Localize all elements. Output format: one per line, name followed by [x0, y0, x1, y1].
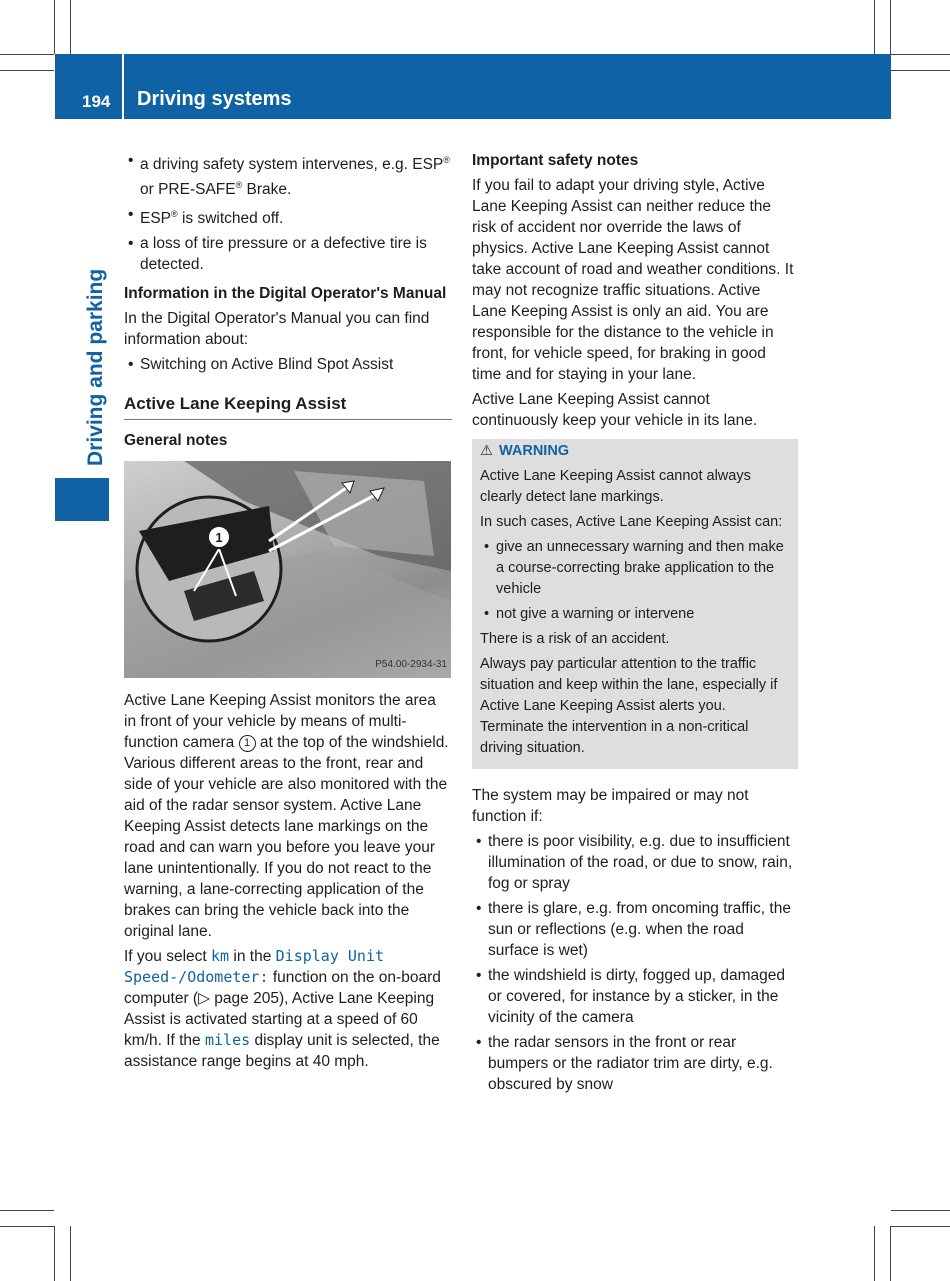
crop-mark [0, 70, 54, 71]
list-item: • there is poor visibility, e.g. due to insufficient illumination of the road, or due to snow, rain, fog or spray [472, 831, 798, 894]
crop-mark [0, 54, 54, 55]
crop-mark [891, 1210, 950, 1211]
side-tab-marker [55, 478, 109, 521]
list-item: • a loss of tire pressure or a defective tire is detected. [124, 233, 452, 275]
section-heading: Active Lane Keeping Assist [124, 393, 452, 420]
section-title: Driving systems [137, 88, 292, 110]
digital-manual-heading: Information in the Digital Operator's Manual [124, 285, 447, 303]
crop-mark [54, 0, 55, 54]
safety-paragraph: If you fail to adapt your driving style, Active Lane Keeping Assist can neither reduce the risk of accident nor override the laws of physics. Active Lane Keeping Assist cannot take account of road and weather conditions. It may not recognize traffic situations. Active Lane Keeping Assist is only an aid. You are responsible for the distance to the vehicle in front, for vehicle speed, for braking in good time and for staying in your lane. [472, 177, 794, 383]
text-span: in the [233, 948, 272, 966]
crop-mark [874, 0, 875, 54]
camera-paragraph [124, 690, 452, 942]
crop-mark [891, 54, 950, 55]
list-item: • not give a warning or intervene [480, 604, 790, 625]
intro-bullet-list [124, 150, 452, 275]
right-column [472, 150, 798, 1099]
warning-triangle-icon: ⚠ [480, 443, 493, 459]
impaired-intro: The system may be impaired or may not function if: [472, 787, 749, 825]
text-span: display unit is selected, the assistance range begins at 40 mph. [124, 1032, 440, 1071]
list-item: • a driving safety system intervenes, e.g. ESP® or PRE-SAFE® Brake. [124, 150, 452, 200]
crop-mark [0, 1210, 54, 1211]
km-setting: km [211, 947, 230, 966]
camera-figure [124, 461, 451, 678]
list-item: • there is glare, e.g. from oncoming traffic, the sun or reflections (e.g. when the road surface is wet) [472, 898, 798, 961]
general-notes-heading: General notes [124, 432, 228, 450]
side-tab-label: Driving and parking [84, 268, 107, 466]
safety-paragraph: Active Lane Keeping Assist cannot continuously keep your vehicle in its lane. [472, 391, 758, 429]
activation-paragraph [124, 946, 452, 1072]
miles-setting: miles [204, 1031, 251, 1050]
page-number: 194 [82, 92, 111, 111]
list-item: • the windshield is dirty, fogged up, damaged or covered, for instance by a sticker, in the vicinity of the camera [472, 965, 798, 1028]
display-unit-menu: Display Unit Speed-/Odometer: [124, 947, 385, 987]
digital-manual-list [124, 354, 452, 375]
warning-text: In such cases, Active Lane Keeping Assist can: [480, 514, 783, 530]
text-span: at the top of the windshield. Various different areas to the front, rear and side of your vehicle are also monitored with the aid of the radar sensor system. Active Lane Keeping Assist detects lane markings on the road and can warn you before you leave your lane unintentionally. If you do not react to the warning, a lane-correcting application of the brakes can bring the vehicle back into the original lane. [124, 734, 449, 941]
figure-label: P54.00-2934-31 [375, 659, 447, 671]
digital-manual-text: In the Digital Operator's Manual you can find information about: [124, 310, 430, 349]
crop-mark [891, 1226, 950, 1227]
crop-mark [890, 1226, 891, 1281]
warning-title [480, 441, 790, 462]
text-span: function on the on-board computer (▷ page 205), Active Lane Keeping Assist is activated starting at a speed of 60 km/h. If the [124, 969, 441, 1050]
windshield-camera-illustration [124, 461, 451, 678]
impaired-list [472, 831, 798, 1095]
text-span: Active Lane Keeping Assist monitors the area in front of your vehicle by means of multi-function camera [124, 692, 436, 752]
crop-mark [890, 0, 891, 54]
crop-mark [70, 1226, 71, 1281]
text-span: If you select [124, 948, 207, 966]
warning-text: Always pay particular attention to the traffic situation and keep within the lane, especially if Active Lane Keeping Assist alerts you. Terminate the intervention in a non-critical driving situation. [480, 656, 778, 756]
header-divider [122, 54, 124, 119]
warning-text: Active Lane Keeping Assist cannot always clearly detect lane markings. [480, 468, 751, 505]
list-item: • give an unnecessary warning and then make a course-correcting brake application to the vehicle [480, 537, 790, 600]
warning-box [472, 439, 798, 769]
left-column [124, 150, 452, 1076]
list-item: • Switching on Active Blind Spot Assist [124, 354, 452, 375]
crop-mark [54, 1226, 55, 1281]
list-item: • ESP® is switched off. [124, 204, 452, 229]
crop-mark [70, 0, 71, 54]
warning-list [480, 537, 790, 625]
list-item: • the radar sensors in the front or rear bumpers or the radiator trim are dirty, e.g. obscured by snow [472, 1032, 798, 1095]
crop-mark [874, 1226, 875, 1281]
crop-mark [891, 70, 950, 71]
figure-callout: 1 [215, 530, 223, 546]
warning-label: WARNING [499, 443, 570, 459]
crop-mark [0, 1226, 54, 1227]
warning-text: There is a risk of an accident. [480, 631, 670, 647]
safety-heading: Important safety notes [472, 152, 639, 169]
callout-number: 1 [239, 735, 256, 752]
